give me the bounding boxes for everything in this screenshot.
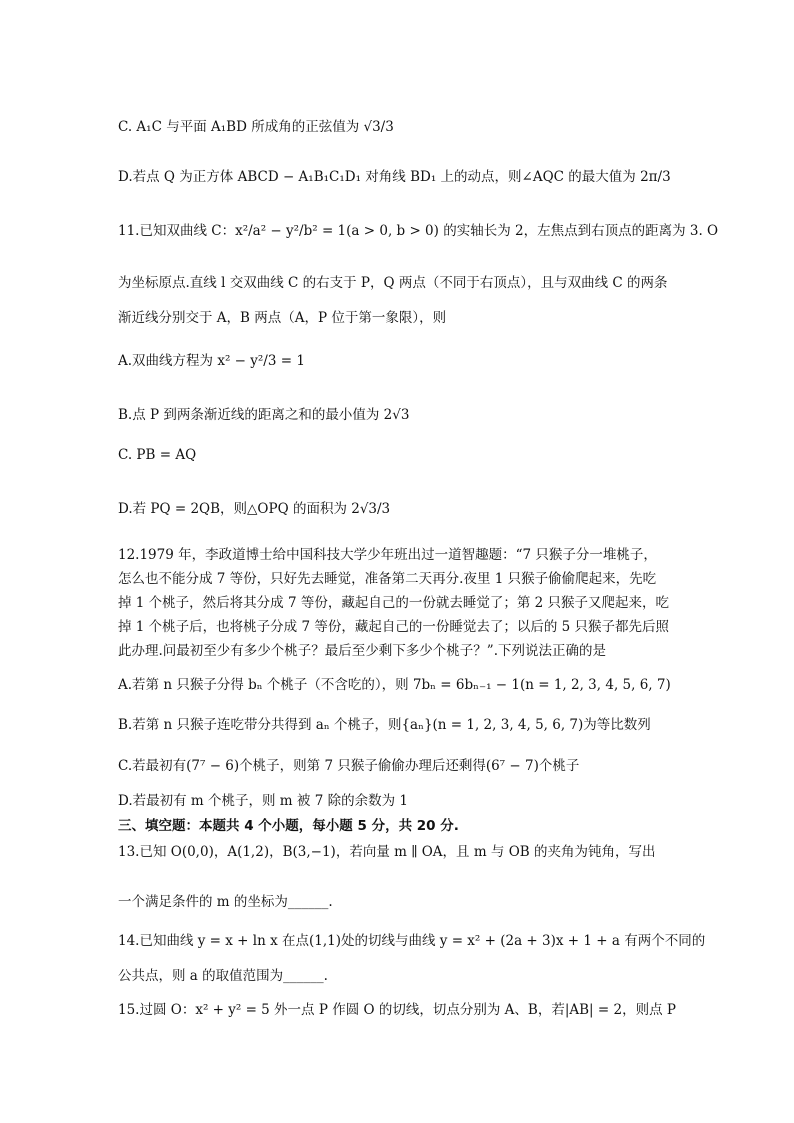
option-12c: C.若最初有(7⁷ − 6)个桃子，则第 7 只猴子偷偷办理后还剩得(6⁷ − 7)个桃子	[118, 758, 580, 774]
option-11c: C. PB = AQ	[118, 447, 197, 463]
question-13-line-2: 一个满足条件的 m 的坐标为______.	[118, 894, 333, 910]
question-12-line-1: 12.1979 年，李政道博士给中国科技大学少年班出过一道智趣题：“7 只猴子分一堆桃子，	[118, 547, 657, 563]
question-15-line-1: 15.过圆 O：x² + y² = 5 外一点 P 作圆 O 的切线，切点分别为 A、B，若|AB| = 2，则点 P	[118, 1002, 676, 1018]
question-12-line-2: 怎么也不能分成 7 等份，只好先去睡觉，准备第二天再分.夜里 1 只猴子偷偷爬起来，先吃	[118, 571, 657, 587]
option-11b: B.点 P 到两条渐近线的距离之和的最小值为 2√3	[118, 407, 410, 423]
option-10c: C. A₁C 与平面 A₁BD 所成角的正弦值为 √3/3	[118, 119, 394, 135]
option-12a: A.若第 n 只猴子分得 bₙ 个桃子（不含吃的），则 7bₙ = 6bₙ₋₁ − 1(n = 1, 2, 3, 4, 5, 6, 7)	[118, 677, 671, 693]
question-14-line-1: 14.已知曲线 y = x + ln x 在点(1,1)处的切线与曲线 y = x² + (2a + 3)x + 1 + a 有两个不同的	[118, 933, 706, 949]
question-13-line-1: 13.已知 O(0,0)，A(1,2)，B(3,−1)，若向量 m ∥ OA，且 m 与 OB 的夹角为钝角，写出	[118, 844, 656, 860]
option-11a: A.双曲线方程为 x² − y²/3 = 1	[118, 353, 305, 369]
option-12b: B.若第 n 只猴子连吃带分共得到 aₙ 个桃子，则{aₙ}(n = 1, 2, 3, 4, 5, 6, 7)为等比数列	[118, 717, 651, 733]
question-12-line-4: 掉 1 个桃子后，也将桃子分成 7 等份，藏起自己的一份睡觉去了；以后的 5 只猴子都先后照	[118, 619, 670, 635]
question-11-line-3: 渐近线分别交于 A，B 两点（A，P 位于第一象限），则	[118, 310, 447, 326]
question-14-line-2: 公共点，则 a 的取值范围为______.	[118, 968, 328, 984]
question-12-line-3: 掉 1 个桃子，然后将其分成 7 等份，藏起自己的一份就去睡觉了；第 2 只猴子又爬起来，吃	[118, 595, 670, 611]
question-12-line-5: 此办理.问最初至少有多少个桃子？最后至少剩下多少个桃子？”.下列说法正确的是	[118, 643, 606, 659]
option-11d: D.若 PQ = 2QB，则△OPQ 的面积为 2√3/3	[118, 501, 391, 517]
question-11-line-1: 11.已知双曲线 C：x²/a² − y²/b² = 1(a > 0, b > 0) 的实轴长为 2，左焦点到右顶点的距离为 3. O	[118, 223, 719, 239]
section-3-heading: 三、填空题：本题共 4 个小题，每小题 5 分，共 20 分.	[118, 818, 459, 834]
option-10d: D.若点 Q 为正方体 ABCD − A₁B₁C₁D₁ 对角线 BD₁ 上的动点，则∠AQC 的最大值为 2π/3	[118, 169, 671, 185]
option-12d: D.若最初有 m 个桃子，则 m 被 7 除的余数为 1	[118, 793, 408, 809]
question-11-line-2: 为坐标原点.直线 l 交双曲线 C 的右支于 P，Q 两点（不同于右顶点），且与双曲线 C 的两条	[118, 275, 668, 291]
